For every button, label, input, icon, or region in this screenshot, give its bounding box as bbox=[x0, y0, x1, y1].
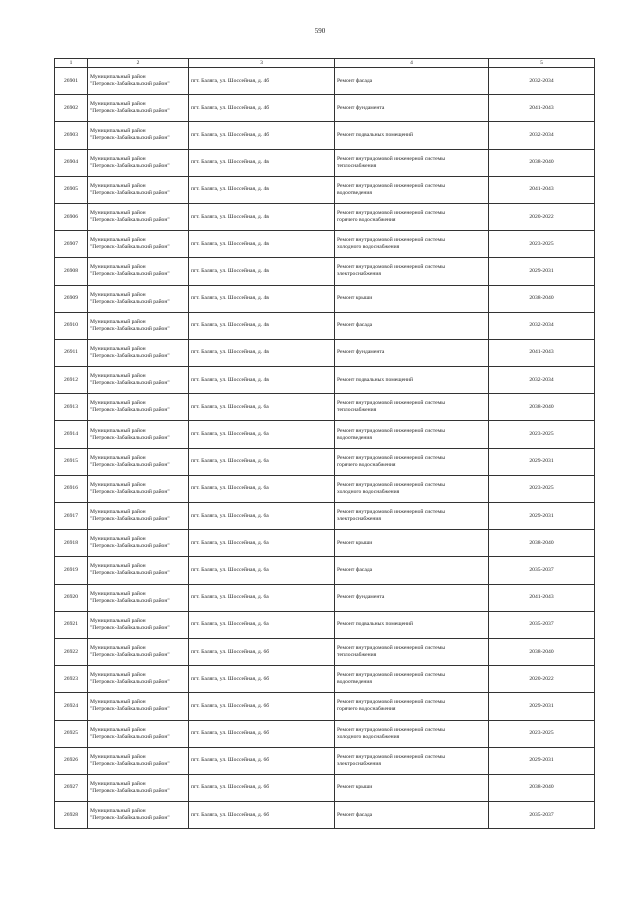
row-number-cell: 26920 bbox=[55, 584, 88, 611]
row-number-cell: 26901 bbox=[55, 68, 88, 95]
work-type-line: Ремонт фундамента bbox=[337, 349, 385, 356]
table-row bbox=[55, 638, 595, 665]
work-type-line: Ремонт внутридомовой инженерной системы bbox=[337, 672, 445, 679]
municipality-line: Муниципальный район bbox=[90, 780, 146, 787]
period-cell: 2038-2040 bbox=[489, 530, 595, 557]
table-row bbox=[55, 611, 595, 638]
row-number-cell: 26924 bbox=[55, 693, 88, 720]
row-number-cell: 26923 bbox=[55, 666, 88, 693]
period-cell: 2038-2040 bbox=[489, 149, 595, 176]
work-type-line: Ремонт крыши bbox=[337, 539, 373, 546]
table-row bbox=[55, 122, 595, 149]
municipality-line: Муниципальный район bbox=[90, 101, 146, 108]
row-number-cell: 26916 bbox=[55, 475, 88, 502]
municipality-line: "Петровск-Забайкальский район" bbox=[90, 461, 170, 468]
period-cell: 2041-2043 bbox=[489, 95, 595, 122]
address-cell: пгт. Балягa, ул. Шоссейная, д. 4в bbox=[189, 258, 335, 285]
table-row bbox=[55, 475, 595, 502]
row-number-cell: 26918 bbox=[55, 530, 88, 557]
municipality-line: "Петровск-Забайкальский район" bbox=[90, 298, 170, 305]
municipality-cell bbox=[88, 802, 189, 829]
municipality-line: Муниципальный район bbox=[90, 182, 146, 189]
row-number-cell: 26909 bbox=[55, 285, 88, 312]
address-cell: пгт. Балягa, ул. Шоссейная, д. 4в bbox=[189, 231, 335, 258]
work-type-cell bbox=[335, 421, 489, 448]
row-number-cell: 26913 bbox=[55, 394, 88, 421]
work-type-cell bbox=[335, 367, 489, 394]
work-type-line: электроснабжения bbox=[337, 516, 381, 523]
row-number-cell: 26904 bbox=[55, 149, 88, 176]
work-type-line: Ремонт крыши bbox=[337, 784, 373, 791]
period-cell: 2020-2022 bbox=[489, 666, 595, 693]
work-type-cell bbox=[335, 285, 489, 312]
address-cell: пгт. Балягa, ул. Шоссейная, д. 4б bbox=[189, 122, 335, 149]
work-type-cell bbox=[335, 747, 489, 774]
table-row bbox=[55, 584, 595, 611]
table-row bbox=[55, 68, 595, 95]
row-number-cell: 26927 bbox=[55, 774, 88, 801]
row-number-cell: 26908 bbox=[55, 258, 88, 285]
work-type-line: Ремонт подвальных помещений bbox=[337, 621, 414, 628]
work-type-line: Ремонт внутридомовой инженерной системы bbox=[337, 481, 445, 488]
period-cell: 2032-2034 bbox=[489, 367, 595, 394]
municipality-line: "Петровск-Забайкальский район" bbox=[90, 488, 170, 495]
municipality-line: Муниципальный район bbox=[90, 590, 146, 597]
municipality-line: "Петровск-Забайкальский район" bbox=[90, 679, 170, 686]
period-cell: 2023-2025 bbox=[489, 475, 595, 502]
municipality-cell bbox=[88, 693, 189, 720]
work-type-cell bbox=[335, 720, 489, 747]
table-row bbox=[55, 448, 595, 475]
period-cell: 2035-2037 bbox=[489, 611, 595, 638]
municipality-cell bbox=[88, 475, 189, 502]
municipality-line: Муниципальный район bbox=[90, 210, 146, 217]
municipality-line: Муниципальный район bbox=[90, 509, 146, 516]
table-row bbox=[55, 176, 595, 203]
work-type-line: холодного водоснабжения bbox=[337, 733, 400, 740]
table-row bbox=[55, 149, 595, 176]
work-type-cell bbox=[335, 258, 489, 285]
column-number-row bbox=[55, 59, 595, 68]
work-type-cell bbox=[335, 231, 489, 258]
address-cell: пгт. Балягa, ул. Шоссейная, д. 6а bbox=[189, 503, 335, 530]
work-type-cell bbox=[335, 176, 489, 203]
work-type-cell bbox=[335, 638, 489, 665]
municipality-line: Муниципальный район bbox=[90, 291, 146, 298]
period-cell: 2029-2031 bbox=[489, 747, 595, 774]
work-type-line: Ремонт внутридомовой инженерной системы bbox=[337, 427, 445, 434]
period-cell: 2029-2031 bbox=[489, 448, 595, 475]
municipality-line: "Петровск-Забайкальский район" bbox=[90, 570, 170, 577]
municipality-cell bbox=[88, 530, 189, 557]
municipality-cell bbox=[88, 638, 189, 665]
municipality-line: "Петровск-Забайкальский район" bbox=[90, 652, 170, 659]
column-header: 2 bbox=[88, 59, 189, 68]
municipality-line: "Петровск-Забайкальский район" bbox=[90, 815, 170, 822]
municipality-cell bbox=[88, 503, 189, 530]
work-type-line: горячего водоснабжения bbox=[337, 461, 396, 468]
work-type-cell bbox=[335, 557, 489, 584]
period-cell: 2032-2034 bbox=[489, 312, 595, 339]
work-type-line: Ремонт внутридомовой инженерной системы bbox=[337, 210, 445, 217]
work-type-line: Ремонт внутридомовой инженерной системы bbox=[337, 182, 445, 189]
table-row bbox=[55, 802, 595, 829]
work-type-cell bbox=[335, 475, 489, 502]
municipality-cell bbox=[88, 68, 189, 95]
work-type-line: Ремонт фундамента bbox=[337, 594, 385, 601]
municipality-cell bbox=[88, 720, 189, 747]
municipality-cell bbox=[88, 611, 189, 638]
row-number-cell: 26906 bbox=[55, 203, 88, 230]
municipality-line: Муниципальный район bbox=[90, 726, 146, 733]
table-row bbox=[55, 203, 595, 230]
work-type-line: электроснабжения bbox=[337, 760, 381, 767]
work-type-line: Ремонт внутридомовой инженерной системы bbox=[337, 454, 445, 461]
table-row bbox=[55, 720, 595, 747]
work-type-cell bbox=[335, 611, 489, 638]
period-cell: 2023-2025 bbox=[489, 231, 595, 258]
row-number-cell: 26912 bbox=[55, 367, 88, 394]
address-cell: пгт. Балягa, ул. Шоссейная, д. 6б bbox=[189, 802, 335, 829]
table-row bbox=[55, 312, 595, 339]
address-cell: пгт. Балягa, ул. Шоссейная, д. 4в bbox=[189, 176, 335, 203]
page-number: 590 bbox=[314, 27, 326, 35]
address-cell: пгт. Балягa, ул. Шоссейная, д. 6б bbox=[189, 666, 335, 693]
municipality-cell bbox=[88, 95, 189, 122]
municipality-line: "Петровск-Забайкальский район" bbox=[90, 407, 170, 414]
work-type-line: Ремонт внутридомовой инженерной системы bbox=[337, 237, 445, 244]
work-type-line: теплоснабжения bbox=[337, 407, 377, 414]
municipality-cell bbox=[88, 339, 189, 366]
municipality-cell bbox=[88, 584, 189, 611]
municipality-cell bbox=[88, 448, 189, 475]
work-type-cell bbox=[335, 339, 489, 366]
municipality-cell bbox=[88, 774, 189, 801]
municipality-line: Муниципальный район bbox=[90, 74, 146, 81]
work-type-line: Ремонт фасада bbox=[337, 77, 373, 84]
municipality-line: "Петровск-Забайкальский район" bbox=[90, 434, 170, 441]
municipality-line: Муниципальный район bbox=[90, 237, 146, 244]
municipality-cell bbox=[88, 421, 189, 448]
work-type-line: водоотведения bbox=[337, 679, 372, 686]
column-header: 1 bbox=[55, 59, 88, 68]
work-type-cell bbox=[335, 666, 489, 693]
work-type-line: Ремонт внутридомовой инженерной системы bbox=[337, 264, 445, 271]
address-cell: пгт. Балягa, ул. Шоссейная, д. 6а bbox=[189, 475, 335, 502]
address-cell: пгт. Балягa, ул. Шоссейная, д. 4б bbox=[189, 95, 335, 122]
work-type-line: Ремонт внутридомовой инженерной системы bbox=[337, 509, 445, 516]
municipality-line: Муниципальный район bbox=[90, 454, 146, 461]
row-number-cell: 26928 bbox=[55, 802, 88, 829]
work-type-line: Ремонт внутридомовой инженерной системы bbox=[337, 726, 445, 733]
municipality-line: "Петровск-Забайкальский район" bbox=[90, 325, 170, 332]
municipality-line: Муниципальный район bbox=[90, 481, 146, 488]
row-number-cell: 26921 bbox=[55, 611, 88, 638]
work-type-cell bbox=[335, 394, 489, 421]
municipality-cell bbox=[88, 312, 189, 339]
table-row bbox=[55, 557, 595, 584]
municipality-line: "Петровск-Забайкальский район" bbox=[90, 189, 170, 196]
municipality-line: Муниципальный район bbox=[90, 128, 146, 135]
municipality-line: "Петровск-Забайкальский район" bbox=[90, 135, 170, 142]
table-row bbox=[55, 774, 595, 801]
column-header: 5 bbox=[489, 59, 595, 68]
work-type-cell bbox=[335, 203, 489, 230]
municipality-line: "Петровск-Забайкальский район" bbox=[90, 787, 170, 794]
table-row bbox=[55, 258, 595, 285]
municipality-line: "Петровск-Забайкальский район" bbox=[90, 516, 170, 523]
period-cell: 2041-2043 bbox=[489, 176, 595, 203]
municipality-line: "Петровск-Забайкальский район" bbox=[90, 597, 170, 604]
municipality-line: "Петровск-Забайкальский район" bbox=[90, 217, 170, 224]
row-number-cell: 26919 bbox=[55, 557, 88, 584]
municipality-line: Муниципальный район bbox=[90, 318, 146, 325]
work-type-line: Ремонт фундамента bbox=[337, 104, 385, 111]
municipality-line: Муниципальный район bbox=[90, 753, 146, 760]
work-type-line: Ремонт крыши bbox=[337, 295, 373, 302]
municipality-line: "Петровск-Забайкальский район" bbox=[90, 81, 170, 88]
table-row bbox=[55, 231, 595, 258]
row-number-cell: 26910 bbox=[55, 312, 88, 339]
period-cell: 2041-2043 bbox=[489, 584, 595, 611]
table-row bbox=[55, 530, 595, 557]
municipality-cell bbox=[88, 557, 189, 584]
municipality-line: "Петровск-Забайкальский район" bbox=[90, 352, 170, 359]
period-cell: 2023-2025 bbox=[489, 421, 595, 448]
municipality-line: "Петровск-Забайкальский район" bbox=[90, 244, 170, 251]
table-row bbox=[55, 503, 595, 530]
municipality-cell bbox=[88, 285, 189, 312]
period-cell: 2038-2040 bbox=[489, 774, 595, 801]
period-cell: 2041-2043 bbox=[489, 339, 595, 366]
work-type-cell bbox=[335, 774, 489, 801]
work-type-cell bbox=[335, 448, 489, 475]
address-cell: пгт. Балягa, ул. Шоссейная, д. 6а bbox=[189, 557, 335, 584]
municipality-line: "Петровск-Забайкальский район" bbox=[90, 733, 170, 740]
address-cell: пгт. Балягa, ул. Шоссейная, д. 4в bbox=[189, 203, 335, 230]
municipality-line: Муниципальный район bbox=[90, 345, 146, 352]
period-cell: 2035-2037 bbox=[489, 557, 595, 584]
work-type-cell bbox=[335, 68, 489, 95]
work-type-line: теплоснабжения bbox=[337, 162, 377, 169]
table-row bbox=[55, 747, 595, 774]
municipality-cell bbox=[88, 149, 189, 176]
address-cell: пгт. Балягa, ул. Шоссейная, д. 6б bbox=[189, 774, 335, 801]
work-type-cell bbox=[335, 312, 489, 339]
municipality-cell bbox=[88, 176, 189, 203]
work-type-line: электроснабжения bbox=[337, 271, 381, 278]
work-type-line: Ремонт подвальных помещений bbox=[337, 131, 414, 138]
row-number-cell: 26907 bbox=[55, 231, 88, 258]
work-type-line: водоотведения bbox=[337, 189, 372, 196]
table-row bbox=[55, 394, 595, 421]
municipality-line: "Петровск-Забайкальский район" bbox=[90, 760, 170, 767]
municipality-cell bbox=[88, 231, 189, 258]
address-cell: пгт. Балягa, ул. Шоссейная, д. 4в bbox=[189, 367, 335, 394]
register-table bbox=[54, 58, 595, 829]
column-header: 3 bbox=[189, 59, 335, 68]
column-header: 4 bbox=[335, 59, 489, 68]
work-type-cell bbox=[335, 584, 489, 611]
row-number-cell: 26903 bbox=[55, 122, 88, 149]
period-cell: 2032-2034 bbox=[489, 68, 595, 95]
municipality-line: Муниципальный район bbox=[90, 672, 146, 679]
municipality-line: Муниципальный район bbox=[90, 373, 146, 380]
municipality-line: "Петровск-Забайкальский район" bbox=[90, 380, 170, 387]
table-row bbox=[55, 367, 595, 394]
municipality-line: Муниципальный район bbox=[90, 645, 146, 652]
address-cell: пгт. Балягa, ул. Шоссейная, д. 4в bbox=[189, 285, 335, 312]
table-row bbox=[55, 339, 595, 366]
municipality-cell bbox=[88, 367, 189, 394]
address-cell: пгт. Балягa, ул. Шоссейная, д. 6а bbox=[189, 530, 335, 557]
address-cell: пгт. Балягa, ул. Шоссейная, д. 6б bbox=[189, 693, 335, 720]
period-cell: 2023-2025 bbox=[489, 720, 595, 747]
work-type-cell bbox=[335, 95, 489, 122]
municipality-line: Муниципальный район bbox=[90, 536, 146, 543]
address-cell: пгт. Балягa, ул. Шоссейная, д. 4в bbox=[189, 149, 335, 176]
table-row bbox=[55, 693, 595, 720]
work-type-line: Ремонт подвальных помещений bbox=[337, 376, 414, 383]
municipality-cell bbox=[88, 747, 189, 774]
row-number-cell: 26914 bbox=[55, 421, 88, 448]
municipality-line: "Петровск-Забайкальский район" bbox=[90, 108, 170, 115]
work-type-line: водоотведения bbox=[337, 434, 372, 441]
municipality-line: Муниципальный район bbox=[90, 264, 146, 271]
work-type-line: горячего водоснабжения bbox=[337, 706, 396, 713]
period-cell: 2020-2022 bbox=[489, 203, 595, 230]
address-cell: пгт. Балягa, ул. Шоссейная, д. 4б bbox=[189, 68, 335, 95]
period-cell: 2038-2040 bbox=[489, 638, 595, 665]
municipality-line: Муниципальный район bbox=[90, 617, 146, 624]
work-type-line: Ремонт внутридомовой инженерной системы bbox=[337, 645, 445, 652]
work-type-line: Ремонт фасада bbox=[337, 322, 373, 329]
municipality-line: "Петровск-Забайкальский район" bbox=[90, 271, 170, 278]
work-type-line: Ремонт внутридомовой инженерной системы bbox=[337, 400, 445, 407]
period-cell: 2029-2031 bbox=[489, 503, 595, 530]
address-cell: пгт. Балягa, ул. Шоссейная, д. 6а bbox=[189, 394, 335, 421]
period-cell: 2032-2034 bbox=[489, 122, 595, 149]
table-row bbox=[55, 285, 595, 312]
work-type-line: теплоснабжения bbox=[337, 652, 377, 659]
work-type-cell bbox=[335, 802, 489, 829]
work-type-line: Ремонт внутридомовой инженерной системы bbox=[337, 699, 445, 706]
municipality-line: Муниципальный район bbox=[90, 427, 146, 434]
address-cell: пгт. Балягa, ул. Шоссейная, д. 6а bbox=[189, 421, 335, 448]
municipality-line: Муниципальный район bbox=[90, 400, 146, 407]
address-cell: пгт. Балягa, ул. Шоссейная, д. 6б bbox=[189, 720, 335, 747]
address-cell: пгт. Балягa, ул. Шоссейная, д. 6б bbox=[189, 638, 335, 665]
row-number-cell: 26925 bbox=[55, 720, 88, 747]
municipality-line: "Петровск-Забайкальский район" bbox=[90, 624, 170, 631]
table-row bbox=[55, 421, 595, 448]
table-row bbox=[55, 666, 595, 693]
municipality-line: "Петровск-Забайкальский район" bbox=[90, 162, 170, 169]
table-row bbox=[55, 95, 595, 122]
row-number-cell: 26926 bbox=[55, 747, 88, 774]
row-number-cell: 26911 bbox=[55, 339, 88, 366]
address-cell: пгт. Балягa, ул. Шоссейная, д. 4в bbox=[189, 312, 335, 339]
work-type-line: Ремонт фасада bbox=[337, 811, 373, 818]
period-cell: 2029-2031 bbox=[489, 693, 595, 720]
address-cell: пгт. Балягa, ул. Шоссейная, д. 6б bbox=[189, 747, 335, 774]
period-cell: 2038-2040 bbox=[489, 394, 595, 421]
work-type-cell bbox=[335, 503, 489, 530]
work-type-line: Ремонт внутридомовой инженерной системы bbox=[337, 155, 445, 162]
municipality-cell bbox=[88, 203, 189, 230]
period-cell: 2029-2031 bbox=[489, 258, 595, 285]
municipality-line: Муниципальный район bbox=[90, 808, 146, 815]
municipality-line: Муниципальный район bbox=[90, 155, 146, 162]
work-type-cell bbox=[335, 530, 489, 557]
work-type-cell bbox=[335, 693, 489, 720]
row-number-cell: 26915 bbox=[55, 448, 88, 475]
address-cell: пгт. Балягa, ул. Шоссейная, д. 6а bbox=[189, 611, 335, 638]
municipality-cell bbox=[88, 258, 189, 285]
row-number-cell: 26902 bbox=[55, 95, 88, 122]
municipality-cell bbox=[88, 394, 189, 421]
municipality-cell bbox=[88, 666, 189, 693]
table-header bbox=[55, 59, 595, 68]
municipality-line: "Петровск-Забайкальский район" bbox=[90, 706, 170, 713]
work-type-line: Ремонт внутридомовой инженерной системы bbox=[337, 753, 445, 760]
address-cell: пгт. Балягa, ул. Шоссейная, д. 6а bbox=[189, 448, 335, 475]
row-number-cell: 26922 bbox=[55, 638, 88, 665]
work-type-cell bbox=[335, 122, 489, 149]
period-cell: 2038-2040 bbox=[489, 285, 595, 312]
row-number-cell: 26917 bbox=[55, 503, 88, 530]
municipality-line: Муниципальный район bbox=[90, 563, 146, 570]
municipality-cell bbox=[88, 122, 189, 149]
work-type-line: Ремонт фасада bbox=[337, 566, 373, 573]
work-type-line: холодного водоснабжения bbox=[337, 488, 400, 495]
table-body bbox=[55, 68, 595, 829]
address-cell: пгт. Балягa, ул. Шоссейная, д. 4в bbox=[189, 339, 335, 366]
municipality-line: Муниципальный район bbox=[90, 699, 146, 706]
work-type-line: горячего водоснабжения bbox=[337, 217, 396, 224]
row-number-cell: 26905 bbox=[55, 176, 88, 203]
work-type-line: холодного водоснабжения bbox=[337, 244, 400, 251]
address-cell: пгт. Балягa, ул. Шоссейная, д. 6а bbox=[189, 584, 335, 611]
period-cell: 2035-2037 bbox=[489, 802, 595, 829]
work-type-cell bbox=[335, 149, 489, 176]
municipality-line: "Петровск-Забайкальский район" bbox=[90, 543, 170, 550]
